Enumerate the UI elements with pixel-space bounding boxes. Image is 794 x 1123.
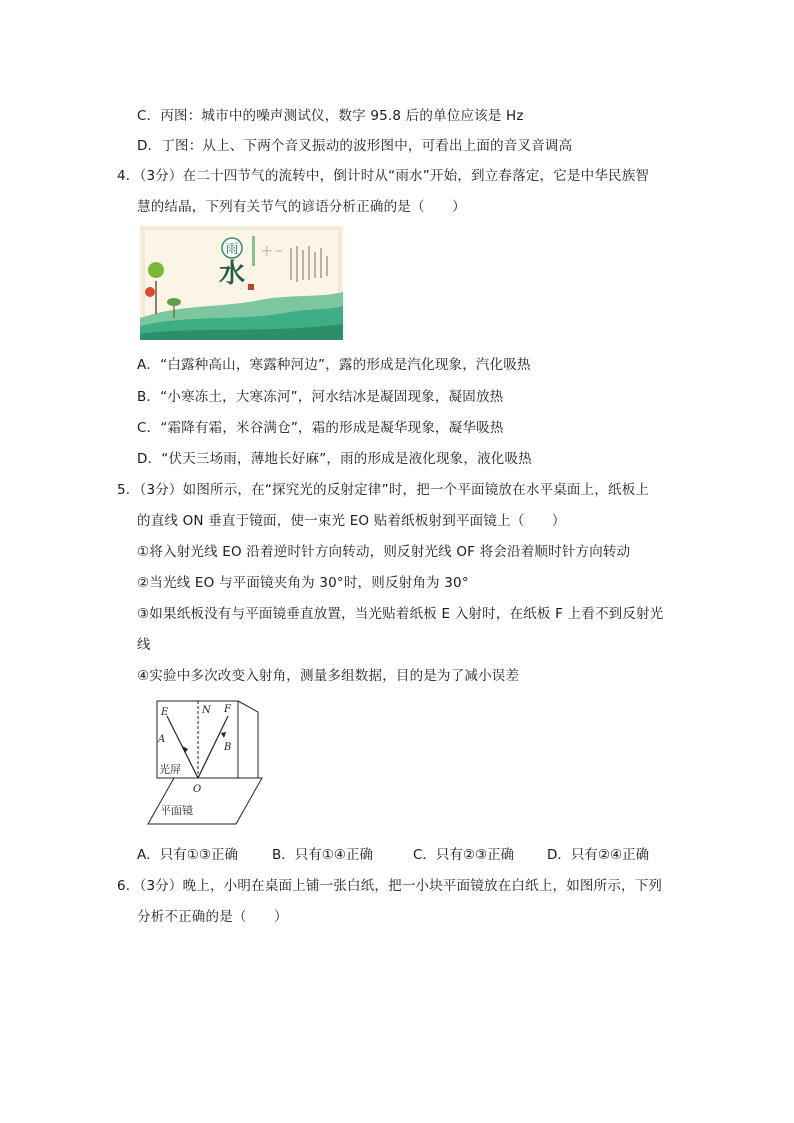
q6-stem-line2: 分析不正确的是（ ） bbox=[137, 909, 288, 925]
q4-option-c: C．“霜降有霜，米谷满仓”，霜的形成是凝华现象，凝华吸热 bbox=[137, 420, 504, 436]
vertical-text-bar bbox=[252, 236, 255, 266]
q5-statement-4: ④实验中多次改变入射角，测量多组数据，目的是为了减小误差 bbox=[137, 668, 520, 684]
tree-fruit bbox=[145, 287, 155, 297]
q5-option-a: A．只有①③正确 bbox=[137, 847, 238, 863]
rain-water-solar-term-image bbox=[140, 226, 343, 340]
tree-crown-2 bbox=[167, 298, 181, 306]
q5-option-b: B．只有①④正确 bbox=[272, 847, 373, 863]
label-o: O bbox=[193, 784, 202, 795]
label-n: N bbox=[202, 705, 211, 716]
label-b: B bbox=[224, 742, 232, 753]
char-rain: 雨 bbox=[225, 242, 239, 257]
q5-statement-3-line1: ③如果纸板没有与平面镜垂直放置，当光贴着纸板 E 入射时，在纸板 F 上看不到反射光 bbox=[137, 606, 664, 622]
q5-stem-line2: 的直线 ON 垂直于镜面，使一束光 EO 贴着纸板射到平面镜上（ ） bbox=[137, 513, 566, 529]
light-reflection-diagram bbox=[140, 696, 280, 828]
reflection-svg bbox=[140, 696, 280, 828]
q5-stem-line1: 5．（3分）如图所示，在“探究光的反射定律”时，把一个平面镜放在水平桌面上，纸板上 bbox=[117, 482, 650, 498]
q4-option-b: B．“小寒冻土，大寒冻河”，河水结冰是凝固现象，凝固放热 bbox=[137, 389, 504, 405]
red-seal bbox=[248, 284, 254, 290]
q4-stem-line2: 慧的结晶，下列有关节气的谚语分析正确的是（ ） bbox=[137, 199, 466, 215]
q5-statement-1: ①将入射光线 EO 沿着逆时针方向转动，则反射光线 OF 将会沿着顺时针方向转动 bbox=[137, 544, 631, 560]
q4-option-d: D．“伏天三场雨，薄地长好麻”，雨的形成是液化现象，液化吸热 bbox=[137, 451, 532, 467]
q4-stem-line1: 4．（3分）在二十四节气的流转中，倒计时从“雨水”开始，到立春落定，它是中华民族智 bbox=[117, 168, 650, 184]
q5-option-c: C．只有②③正确 bbox=[413, 847, 515, 863]
q5-statement-2: ②当光线 EO 与平面镜夹角为 30°时，则反射角为 30° bbox=[137, 575, 469, 591]
board-f-side bbox=[238, 701, 258, 778]
q3-option-d: D．丁图：从上、下两个音叉振动的波形图中，可看出上面的音叉音调高 bbox=[137, 138, 573, 154]
tree-crown-1 bbox=[148, 262, 164, 278]
q4-option-a: A．“白露种高山，寒露种河边”，露的形成是汽化现象，汽化吸热 bbox=[137, 357, 531, 373]
label-mirror: 平面镜 bbox=[160, 804, 193, 817]
q3-option-c: C．丙图：城市中的噪声测试仪，数字 95.8 后的单位应该是 Hz bbox=[137, 108, 524, 124]
reflected-arrow bbox=[221, 732, 226, 738]
label-e: E bbox=[161, 707, 169, 718]
q5-statement-3-line2: 线 bbox=[137, 637, 151, 653]
q6-stem-line1: 6．（3分）晚上，小明在桌面上铺一张白纸，把一小块平面镜放在白纸上，如图所示，下列 bbox=[117, 878, 663, 894]
rain-water-illustration bbox=[140, 226, 343, 340]
label-screen: 光屏 bbox=[159, 763, 181, 776]
plane-mirror bbox=[148, 778, 262, 824]
label-a: A bbox=[158, 734, 166, 745]
q5-option-d: D．只有②④正确 bbox=[547, 847, 650, 863]
label-f: F bbox=[224, 704, 231, 715]
char-water: 水 bbox=[218, 259, 246, 289]
incident-arrow bbox=[182, 746, 188, 753]
